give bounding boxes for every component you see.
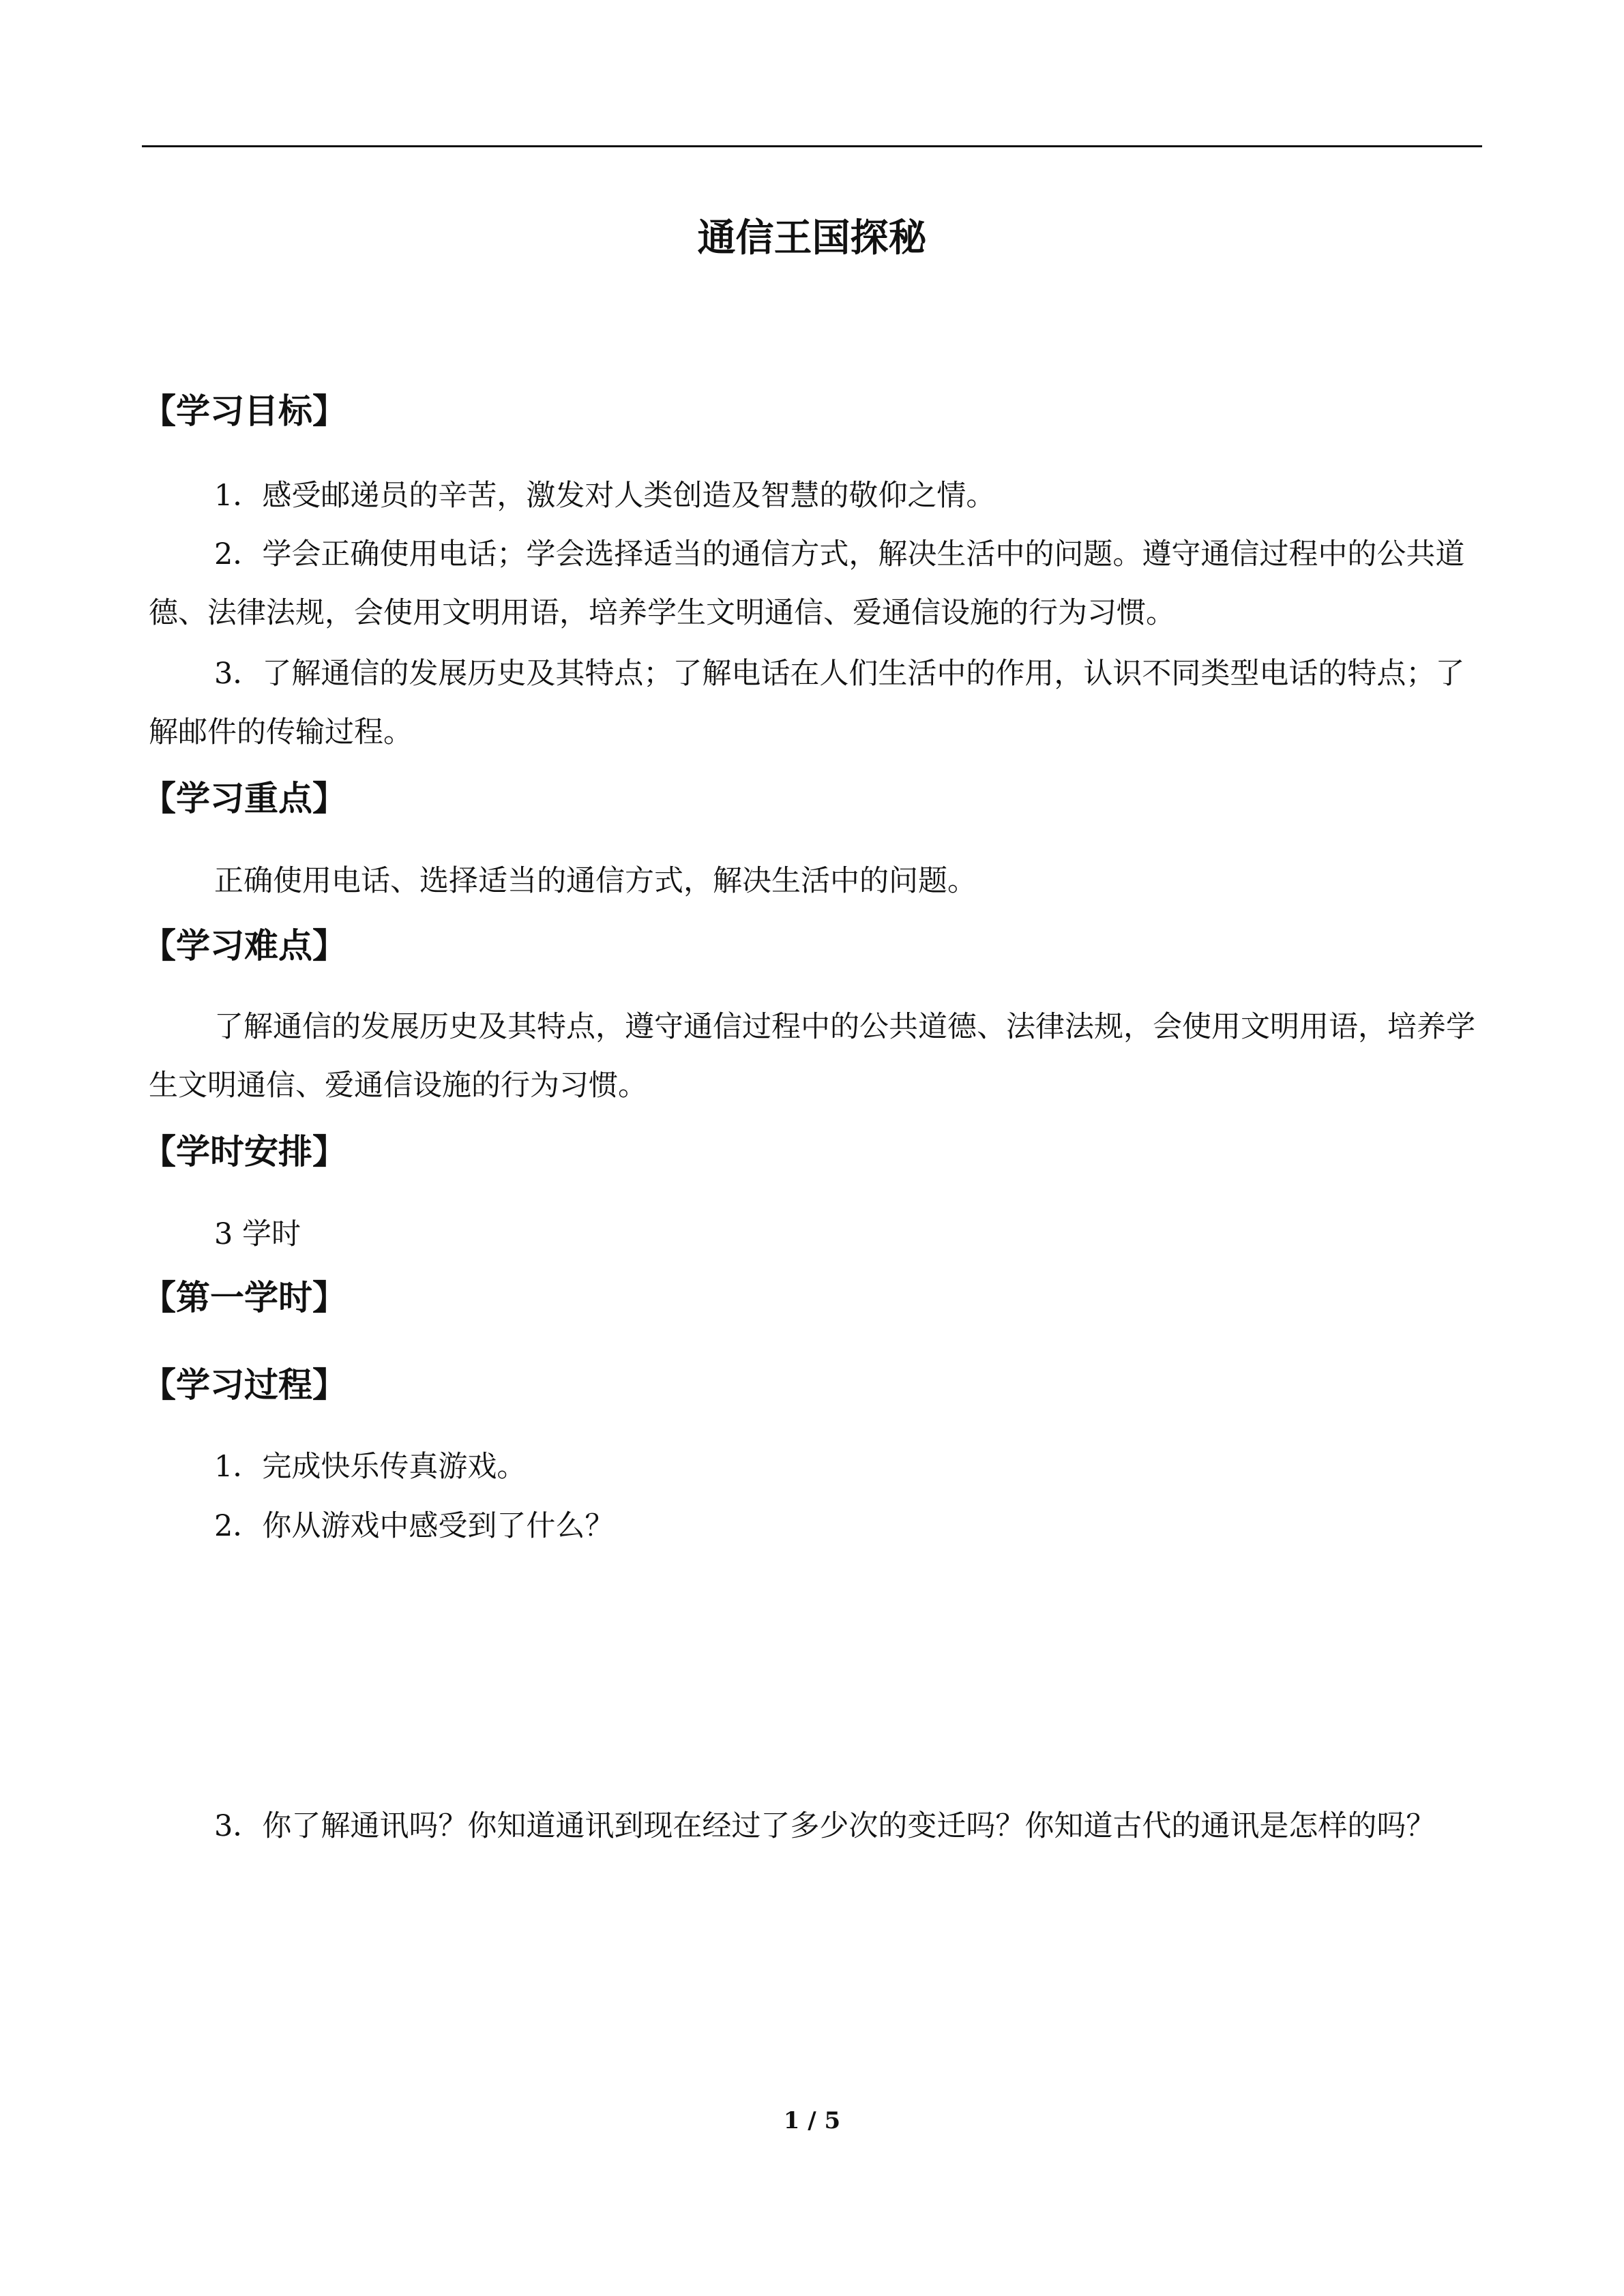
heading-process: 【学习过程】 — [142, 1365, 346, 1405]
document-title: 通信王国探秘 — [697, 216, 927, 260]
heading-schedule: 【学时安排】 — [142, 1132, 346, 1172]
objective-item-2: 2．学会正确使用电话；学会选择适当的通信方式，解决生活中的问题。遵守通信过程中的公共道德、法律法规，会使用文明用语，培养学生文明通信、爱通信设施的行为习惯。 — [149, 537, 1465, 630]
heading-key-points: 【学习重点】 — [142, 779, 346, 818]
heading-difficulties: 【学习难点】 — [142, 926, 346, 966]
difficulties-text: 了解通信的发展历史及其特点，遵守通信过程中的公共道德、法律法规，会使用文明用语，培养学生文明通信、爱通信设施的行为习惯。 — [149, 1010, 1475, 1103]
process-item-1: 1．完成快乐传真游戏。 — [214, 1450, 527, 1484]
objective-item-3: 3．了解通信的发展历史及其特点；了解电话在人们生活中的作用，认识不同类型电话的特点；了解邮件的传输过程。 — [149, 657, 1465, 749]
schedule-text: 3 学时 — [214, 1217, 301, 1251]
heading-objectives: 【学习目标】 — [142, 391, 346, 431]
page-number: 1 / 5 — [783, 2107, 841, 2134]
objective-item-1: 1．感受邮递员的辛苦，激发对人类创造及智慧的敬仰之情。 — [214, 479, 996, 513]
heading-first-period: 【第一学时】 — [142, 1278, 346, 1317]
process-item-3: 3．你了解通讯吗？你知道通讯到现在经过了多少次的变迁吗？你知道古代的通讯是怎样的吗？ — [214, 1809, 1436, 1843]
header-rule — [142, 145, 1482, 147]
process-item-2: 2．你从游戏中感受到了什么？ — [214, 1509, 615, 1543]
key-points-text: 正确使用电话、选择适当的通信方式，解决生活中的问题。 — [214, 864, 977, 898]
